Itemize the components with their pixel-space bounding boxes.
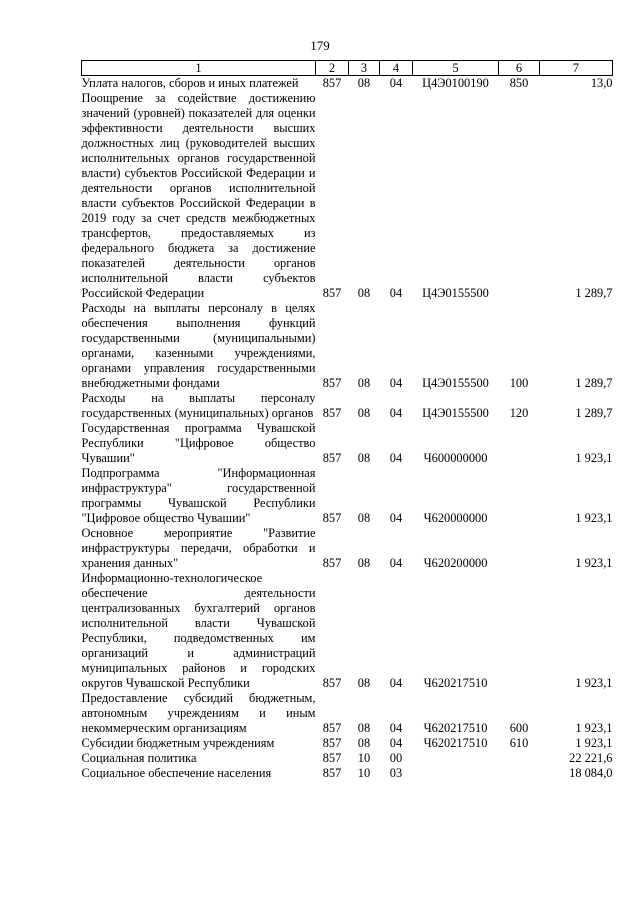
row-amount: 1 923,1 bbox=[575, 511, 613, 525]
row-amount: 22 221,6 bbox=[569, 751, 613, 765]
row-ved-code: 857 bbox=[322, 556, 342, 570]
row-section-code: 08 bbox=[357, 406, 371, 420]
row-name: Поощрение за содействие достижению значений (уровней) показателей для оценки эффективности деятельности высших должностных лиц (руководителей высших исполнительных органов государственной власти) субъектов Российской Федерации и деятельности органов исполнительной власти субъектов Российской Федерации в 2019 году за счет средств межбюджетных трансфертов, предоставляемых из федерального бюджета за достижение показателей деятельности органов исполнительной власти субъектов Российской Федерации bbox=[81, 91, 316, 300]
row-subsection-code: 04 bbox=[389, 406, 403, 420]
row-ved-code: 857 bbox=[322, 766, 342, 780]
row-expense-type: 610 bbox=[509, 736, 529, 750]
table-body bbox=[82, 76, 613, 782]
row-subsection-code: 04 bbox=[389, 451, 403, 465]
table-row bbox=[82, 391, 613, 421]
row-target-article: Ч620217510 bbox=[423, 736, 488, 750]
row-amount: 1 289,7 bbox=[575, 286, 613, 300]
row-name: Расходы на выплаты персоналу государственных (муниципальных) органов bbox=[81, 391, 316, 420]
row-section-code: 08 bbox=[357, 556, 371, 570]
row-target-article: Ч620217510 bbox=[423, 721, 488, 735]
row-subsection-code: 04 bbox=[389, 286, 403, 300]
row-ved-code: 857 bbox=[322, 286, 342, 300]
row-expense-type: 850 bbox=[509, 76, 529, 90]
row-ved-code: 857 bbox=[322, 751, 342, 765]
row-section-code: 08 bbox=[357, 511, 371, 525]
row-ved-code: 857 bbox=[322, 721, 342, 735]
row-target-article: Ц4Э0155500 bbox=[422, 286, 489, 300]
table-row bbox=[82, 466, 613, 526]
table-row bbox=[82, 91, 613, 301]
row-target-article: Ч600000000 bbox=[423, 451, 488, 465]
row-expense-type bbox=[499, 91, 540, 301]
column-number-7: 7 bbox=[540, 61, 613, 76]
row-name: Государственная программа Чувашской Республики "Цифровое общество Чувашии" bbox=[81, 421, 316, 465]
row-target-article: Ч620000000 bbox=[423, 511, 488, 525]
row-expense-type: 600 bbox=[509, 721, 529, 735]
row-amount: 1 923,1 bbox=[575, 721, 613, 735]
row-subsection-code: 04 bbox=[389, 76, 403, 90]
row-subsection-code: 04 bbox=[389, 736, 403, 750]
budget-table bbox=[81, 60, 613, 781]
table-row bbox=[82, 736, 613, 751]
row-section-code: 08 bbox=[357, 76, 371, 90]
row-subsection-code: 04 bbox=[389, 556, 403, 570]
row-expense-type bbox=[499, 526, 540, 571]
row-expense-type: 100 bbox=[509, 376, 529, 390]
row-subsection-code: 04 bbox=[389, 511, 403, 525]
row-name: Социальное обеспечение населения bbox=[81, 766, 272, 780]
column-number-6: 6 bbox=[499, 61, 540, 76]
row-amount: 1 923,1 bbox=[575, 556, 613, 570]
row-ved-code: 857 bbox=[322, 676, 342, 690]
column-number-5: 5 bbox=[413, 61, 499, 76]
row-section-code: 10 bbox=[357, 751, 371, 765]
row-subsection-code: 03 bbox=[389, 766, 403, 780]
row-subsection-code: 00 bbox=[389, 751, 403, 765]
row-target-article bbox=[413, 766, 499, 781]
row-name: Социальная политика bbox=[81, 751, 197, 765]
row-subsection-code: 04 bbox=[389, 676, 403, 690]
row-section-code: 08 bbox=[357, 736, 371, 750]
row-subsection-code: 04 bbox=[389, 376, 403, 390]
row-name: Подпрограмма "Информационная инфраструктура" государственной программы Чувашской Республики "Цифровое общество Чувашии" bbox=[81, 466, 316, 525]
row-expense-type bbox=[499, 766, 540, 781]
row-expense-type: 120 bbox=[509, 406, 529, 420]
row-expense-type bbox=[499, 466, 540, 526]
column-number-4: 4 bbox=[380, 61, 413, 76]
row-name: Расходы на выплаты персоналу в целях обеспечения выполнения функций государственными (муниципальными) органами, казенными учреждениями, органами управления государственными внебюджетными фондами bbox=[81, 301, 316, 390]
table-row bbox=[82, 571, 613, 691]
row-target-article bbox=[413, 751, 499, 766]
row-name: Основное мероприятие "Развитие инфраструктуры передачи, обработки и хранения данных" bbox=[81, 526, 316, 570]
row-name: Субсидии бюджетным учреждениям bbox=[81, 736, 275, 750]
page-number: 179 bbox=[310, 38, 330, 53]
table-row bbox=[82, 691, 613, 736]
row-expense-type bbox=[499, 571, 540, 691]
row-ved-code: 857 bbox=[322, 736, 342, 750]
row-name: Информационно-технологическое обеспечение деятельности централизованных бухгалтерий органов исполнительной власти Чувашской Республики, подведомственных им организаций и администраций муниципальных районов и городских округов Чувашской Республики bbox=[81, 571, 316, 690]
row-ved-code: 857 bbox=[322, 511, 342, 525]
table-row bbox=[82, 526, 613, 571]
row-section-code: 08 bbox=[357, 286, 371, 300]
row-section-code: 08 bbox=[357, 376, 371, 390]
row-ved-code: 857 bbox=[322, 76, 342, 90]
row-target-article: Ц4Э0155500 bbox=[422, 376, 489, 390]
row-amount: 1 923,1 bbox=[575, 736, 613, 750]
row-amount: 1 923,1 bbox=[575, 676, 613, 690]
row-target-article: Ц4Э0155500 bbox=[422, 406, 489, 420]
row-section-code: 08 bbox=[357, 451, 371, 465]
row-expense-type bbox=[499, 751, 540, 766]
row-expense-type bbox=[499, 421, 540, 466]
row-amount: 13,0 bbox=[590, 76, 613, 90]
row-section-code: 08 bbox=[357, 676, 371, 690]
row-target-article: Ч620217510 bbox=[423, 676, 488, 690]
row-amount: 1 289,7 bbox=[575, 376, 613, 390]
row-section-code: 08 bbox=[357, 721, 371, 735]
column-number-3: 3 bbox=[349, 61, 380, 76]
row-amount: 1 289,7 bbox=[575, 406, 613, 420]
table-row bbox=[82, 751, 613, 766]
row-ved-code: 857 bbox=[322, 376, 342, 390]
table-row bbox=[82, 421, 613, 466]
row-section-code: 10 bbox=[357, 766, 371, 780]
column-number-1: 1 bbox=[82, 61, 316, 76]
row-name: Уплата налогов, сборов и иных платежей bbox=[81, 76, 299, 90]
column-number-2: 2 bbox=[316, 61, 349, 76]
row-amount: 1 923,1 bbox=[575, 451, 613, 465]
row-amount: 18 084,0 bbox=[569, 766, 613, 780]
table-row bbox=[82, 301, 613, 391]
row-name: Предоставление субсидий бюджетным, автономным учреждениям и иным некоммерческим организациям bbox=[81, 691, 316, 735]
row-ved-code: 857 bbox=[322, 406, 342, 420]
row-subsection-code: 04 bbox=[389, 721, 403, 735]
row-target-article: Ц4Э0100190 bbox=[422, 76, 489, 90]
row-target-article: Ч620200000 bbox=[423, 556, 488, 570]
table-row bbox=[82, 76, 613, 92]
row-ved-code: 857 bbox=[322, 451, 342, 465]
column-number-row bbox=[82, 61, 613, 76]
table-row bbox=[82, 766, 613, 781]
